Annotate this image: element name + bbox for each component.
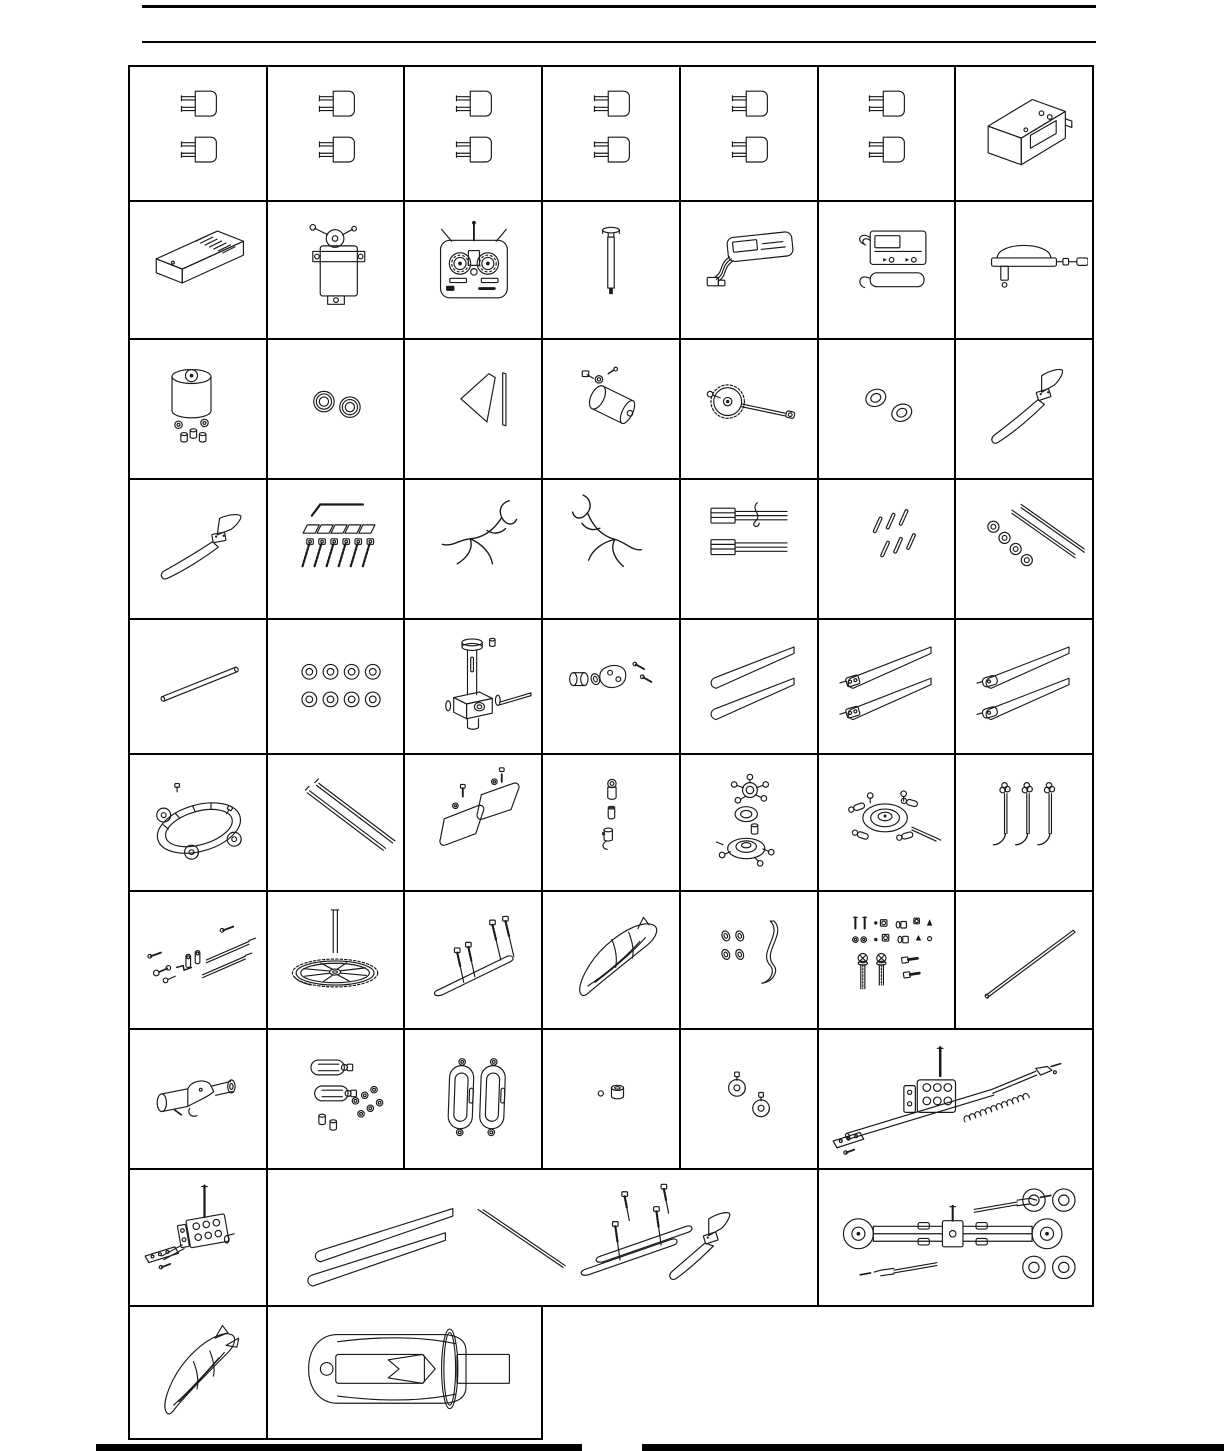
battery-pack-icon bbox=[685, 206, 813, 334]
cell-tail-pitch-holder bbox=[129, 1029, 267, 1169]
cell-tail-motor bbox=[542, 339, 680, 479]
cell-collar-pair bbox=[680, 1029, 818, 1169]
cell-blades-rod-skid-tailblade-group bbox=[267, 1169, 818, 1306]
tail-pitch-holder-icon bbox=[134, 1034, 262, 1164]
cell-landing-skid-screws bbox=[404, 891, 542, 1029]
cell-tail-boom-assembly bbox=[818, 1029, 1093, 1169]
transmitter-icon bbox=[409, 206, 537, 334]
cell-main-gear-shaft bbox=[267, 891, 405, 1029]
bearing-pair-icon bbox=[272, 344, 400, 474]
parts-table-row bbox=[129, 201, 1093, 339]
cell-crystal-pair bbox=[267, 66, 405, 201]
parts-table-row bbox=[129, 891, 1093, 1029]
frame-side-pair-icon bbox=[409, 1034, 537, 1164]
linkage-rod-set-icon bbox=[960, 759, 1088, 886]
cell-charger-set bbox=[818, 201, 956, 339]
collar-pair-icon bbox=[685, 1034, 813, 1164]
cell-swashplate-exploded bbox=[680, 754, 818, 891]
cell-receiver bbox=[129, 201, 267, 339]
main-gear-shaft-icon bbox=[272, 896, 400, 1024]
cell-flexible-branch-2 bbox=[542, 479, 680, 619]
main-blade-pair-clip-2-icon bbox=[960, 624, 1088, 749]
parts-table bbox=[128, 65, 1094, 1440]
cell-canopy-shell-2 bbox=[129, 1306, 267, 1439]
cell-flexible-branch bbox=[404, 479, 542, 619]
cell-bearing-pair bbox=[267, 339, 405, 479]
cell-control-linkage-set bbox=[129, 891, 267, 1029]
wall-adapter-icon bbox=[960, 206, 1088, 334]
rotor-head-assembly-icon bbox=[823, 1174, 1088, 1301]
parts-table-row bbox=[129, 1029, 1093, 1169]
cell-screw-plate-set bbox=[267, 479, 405, 619]
parts-table-row bbox=[129, 479, 1093, 619]
cell-main-blade-pair-plain bbox=[680, 619, 818, 754]
flexible-branch-icon bbox=[409, 484, 537, 614]
cell-antenna-tube bbox=[542, 201, 680, 339]
crystal-pair-icon bbox=[822, 71, 950, 196]
tail-boom-assembly-icon bbox=[823, 1034, 1088, 1164]
cell-crystal-pair bbox=[542, 66, 680, 201]
control-linkage-set-icon bbox=[134, 896, 262, 1024]
crystal-pair-icon bbox=[134, 71, 262, 196]
tail-motor-icon bbox=[547, 344, 675, 474]
cell-crystal-pair bbox=[680, 66, 818, 201]
cell-servo bbox=[267, 201, 405, 339]
crystal-pair-icon bbox=[685, 71, 813, 196]
cell-tail-boom-tube bbox=[129, 619, 267, 754]
landing-skid-screws-icon bbox=[409, 896, 537, 1024]
cell-crystal-pair bbox=[129, 66, 267, 201]
cell-rotor-head-assembly bbox=[818, 1169, 1093, 1306]
tail-rotor-blade-2-icon bbox=[134, 484, 262, 614]
cell-tail-gearbox-assembly bbox=[129, 1169, 267, 1306]
bearing-pair-angled-icon bbox=[822, 344, 950, 474]
parts-table-row bbox=[129, 619, 1093, 754]
main-blade-pair-clip-icon bbox=[822, 624, 950, 749]
cell-stabilizer-ring bbox=[129, 754, 267, 891]
paddle-set-icon bbox=[409, 759, 537, 886]
charger-set-icon bbox=[822, 206, 950, 334]
parts-table-row bbox=[129, 1306, 1093, 1439]
cell-drive-gear-shaft bbox=[680, 339, 818, 479]
parts-table-row bbox=[129, 1169, 1093, 1306]
cell-small-bushing bbox=[542, 1029, 680, 1169]
main-shaft-assembly-icon bbox=[409, 624, 537, 749]
mixer-control-box-icon bbox=[960, 71, 1088, 196]
crystal-pair-icon bbox=[547, 71, 675, 196]
cell-grommet-pipe-set bbox=[680, 891, 818, 1029]
footer-bar-right bbox=[642, 1444, 1224, 1451]
rotor-hub-parts-icon bbox=[547, 624, 675, 749]
canopy-shell-icon bbox=[547, 896, 675, 1024]
washer-set-icon bbox=[272, 624, 400, 749]
main-frame-top-icon bbox=[272, 1311, 537, 1434]
top-rule-secondary bbox=[142, 41, 1096, 43]
cell-main-blade-pair-clip-2 bbox=[955, 619, 1093, 754]
servo-icon bbox=[272, 206, 400, 334]
cell-linkage-rod-set bbox=[955, 754, 1093, 891]
cell-tail-rotor-blade bbox=[955, 339, 1093, 479]
cell-washer-set bbox=[267, 619, 405, 754]
ball-link-set-icon bbox=[547, 759, 675, 886]
cell-swashplate-assembly bbox=[818, 754, 956, 891]
drive-gear-shaft-icon bbox=[685, 344, 813, 474]
cell-ball-link-set bbox=[542, 754, 680, 891]
small-bushing-icon bbox=[547, 1034, 675, 1164]
main-motor-icon bbox=[134, 344, 262, 474]
cell-canopy-shell bbox=[542, 891, 680, 1029]
tail-boom-tube-icon bbox=[134, 624, 262, 749]
cell-rotor-hub-parts bbox=[542, 619, 680, 754]
crystal-pair-icon bbox=[272, 71, 400, 196]
cell-crystal-pair bbox=[404, 66, 542, 201]
cell-main-blade-pair-clip bbox=[818, 619, 956, 754]
long-rod-icon bbox=[960, 896, 1088, 1024]
cell-pin-set bbox=[818, 479, 956, 619]
cell-mixer-control-box bbox=[955, 66, 1093, 201]
footer-bar-left bbox=[96, 1444, 582, 1451]
cell-flybar-weight-set bbox=[955, 479, 1093, 619]
blade-grip-set-icon bbox=[272, 1034, 400, 1164]
cell-battery-pack bbox=[680, 201, 818, 339]
cell-hardware-screw-set bbox=[818, 891, 956, 1029]
stabilizer-ring-icon bbox=[134, 759, 262, 886]
cell-main-frame-top bbox=[267, 1306, 542, 1439]
parts-table-row bbox=[129, 754, 1093, 891]
connector-wire-set-icon bbox=[685, 484, 813, 614]
cell-tail-fin-set bbox=[404, 339, 542, 479]
receiver-icon bbox=[134, 206, 262, 334]
tail-fin-set-icon bbox=[409, 344, 537, 474]
flybar-weight-set-icon bbox=[960, 484, 1088, 614]
tail-rotor-blade-icon bbox=[960, 344, 1088, 474]
cell-blade-grip-set bbox=[267, 1029, 405, 1169]
parts-table-row bbox=[129, 66, 1093, 201]
cell-blank bbox=[542, 1306, 1093, 1439]
flexible-branch-2-icon bbox=[547, 484, 675, 614]
cell-paddle-set bbox=[404, 754, 542, 891]
cell-bearing-pair-angled bbox=[818, 339, 956, 479]
cell-main-motor bbox=[129, 339, 267, 479]
parts-table-row bbox=[129, 339, 1093, 479]
crystal-pair-icon bbox=[409, 71, 537, 196]
tail-gearbox-assembly-icon bbox=[134, 1174, 262, 1301]
grommet-pipe-set-icon bbox=[685, 896, 813, 1024]
main-blade-pair-plain-icon bbox=[685, 624, 813, 749]
flybar-rod-pair-icon bbox=[272, 759, 400, 886]
cell-crystal-pair bbox=[818, 66, 956, 201]
canopy-shell-2-icon bbox=[134, 1311, 262, 1434]
cell-tail-rotor-blade-2 bbox=[129, 479, 267, 619]
cell-frame-side-pair bbox=[404, 1029, 542, 1169]
blades-rod-skid-tailblade-group-icon bbox=[272, 1174, 813, 1301]
cell-long-rod bbox=[955, 891, 1093, 1029]
cell-flybar-rod-pair bbox=[267, 754, 405, 891]
top-rule-primary bbox=[142, 5, 1096, 8]
antenna-tube-icon bbox=[547, 206, 675, 334]
pin-set-icon bbox=[822, 484, 950, 614]
swashplate-exploded-icon bbox=[685, 759, 813, 886]
hardware-screw-set-icon bbox=[822, 896, 950, 1024]
cell-main-shaft-assembly bbox=[404, 619, 542, 754]
swashplate-assembly-icon bbox=[822, 759, 950, 886]
cell-transmitter bbox=[404, 201, 542, 339]
cell-connector-wire-set bbox=[680, 479, 818, 619]
screw-plate-set-icon bbox=[272, 484, 400, 614]
cell-wall-adapter bbox=[955, 201, 1093, 339]
